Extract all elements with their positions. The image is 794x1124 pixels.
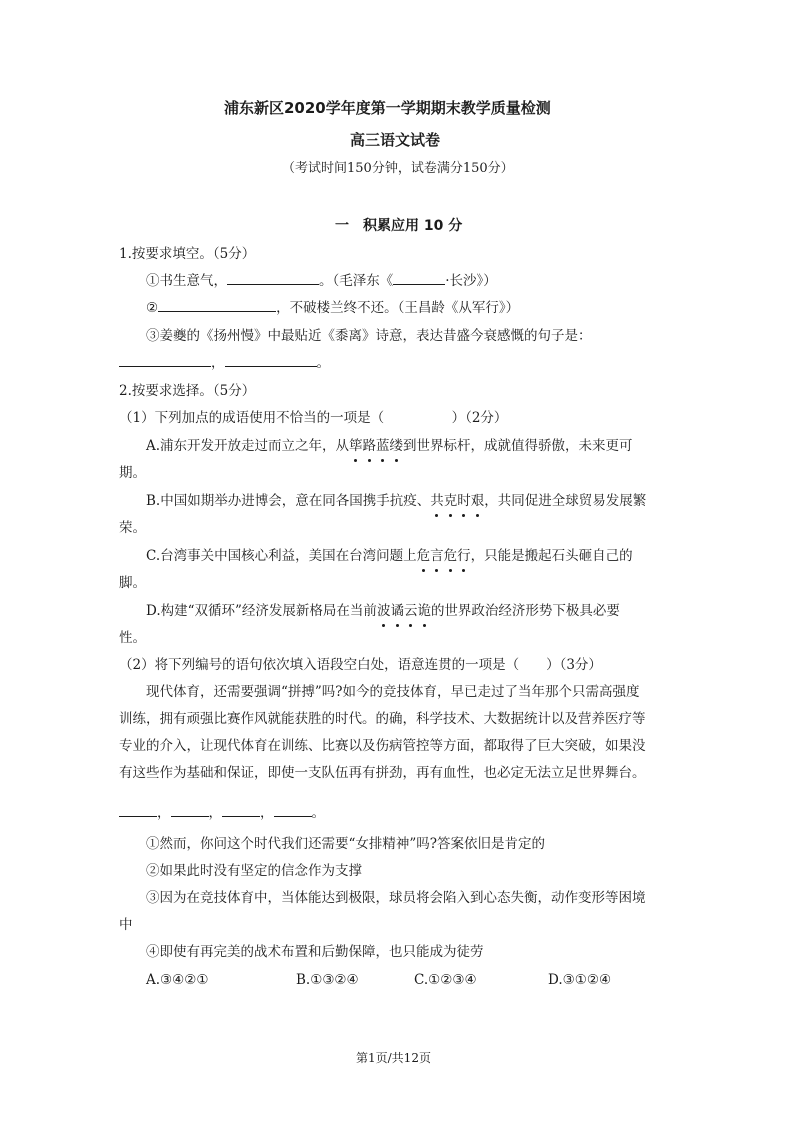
option-c (146, 545, 633, 567)
passage-line: 训练，拥有顽强比赛作风就能获胜的时代。的确，科学技术、大数据统计以及营养医疗等 (119, 711, 646, 727)
dotted-char: 云 (404, 600, 418, 622)
option-b-cont: 荣。 (119, 520, 146, 536)
answer-blank (119, 803, 157, 817)
option-b (146, 490, 646, 512)
exam-title: 浦东新区2020学年度第一学期期末教学质量检测 (224, 99, 551, 117)
dotted-char: 危 (444, 545, 458, 567)
option-b-post: ，共同促进全球贸易发展繁 (484, 493, 647, 509)
passage-line: 专业的介入，让现代体育在训练、比赛以及伤病管控等方面，都取得了巨大突破，如果没 (119, 738, 646, 754)
q2-sub1: （1）下列加点的成语使用不恰当的一项是（ ）（2分） (119, 410, 508, 426)
q2-sub2: （2）将下列编号的语句依次填入语段空白处，语意连贯的一项是（ ）（3分） (119, 657, 602, 673)
dotted-char: 共 (430, 490, 444, 512)
choice-b: B.①③②④ (296, 972, 359, 988)
dotted-char: 谲 (390, 600, 404, 622)
blank-sep: ， (208, 805, 222, 821)
dotted-char: 路 (363, 435, 377, 457)
blank-sep: ， (260, 805, 274, 821)
option-b-pre: B.中国如期举办进博会，意在同各国携手抗疫、 (146, 493, 431, 509)
answer-blank (171, 803, 209, 817)
option-c-cont: 脚。 (119, 575, 146, 591)
q1-item1-post: ·长沙》） (445, 273, 497, 289)
answer-blank (227, 271, 319, 285)
option-a-pre: A.浦东开发开放走过而立之年，从 (146, 438, 350, 454)
q1-item2-post: ，不破楼兰终不还。（王昌龄《从军行》） (276, 300, 520, 316)
q1-item2 (146, 297, 519, 319)
q1-item3: ③姜夔的《扬州慢》中最贴近《黍离》诗意，表达昔盛今衰感慨的句子是： (146, 328, 592, 344)
q1-item1-pre: ①书生意气， (146, 273, 227, 289)
dotted-char: 诡 (417, 600, 431, 622)
option-d-cont: 性。 (119, 630, 146, 646)
option-c-pre: C.台湾事关中国核心利益，美国在台湾问题上 (146, 548, 417, 564)
section-heading: 一 积累应用 10 分 (335, 218, 463, 234)
choice-d: D.③①②④ (548, 972, 612, 988)
sentence-3: ③因为在竞技体育中，当体能达到极限，球员将会陷入到心态失衡，动作变形等困境 (146, 890, 646, 906)
q1-item1-mid: 。（毛泽东《 (319, 273, 394, 289)
dotted-char: 言 (430, 545, 444, 567)
blank-end: 。 (316, 355, 330, 371)
blank-sep: ， (157, 805, 171, 821)
option-a-post: 到世界标杆，成就值得骄傲，未来更可 (403, 438, 633, 454)
option-c-post: ，只能是搬起石头砸自己的 (470, 548, 633, 564)
exam-note: （考试时间150分钟，试卷满分150分） (282, 161, 514, 176)
exam-subtitle: 高三语文试卷 (350, 131, 441, 149)
dotted-char: 蓝 (376, 435, 390, 457)
dotted-char: 波 (377, 600, 391, 622)
option-a (146, 435, 633, 457)
answer-blank (393, 271, 445, 285)
sentence-4: ④即使有再完美的战术布置和后勤保障，也只能成为徒劳 (146, 944, 484, 960)
answer-blank (119, 353, 211, 367)
passage-line: 有这些作为基础和保证，即使一支队伍再有拼劲，再有血性，也必定无法立足世界舞台。 (119, 765, 646, 781)
dotted-char: 艰 (471, 490, 485, 512)
q2-stem: 2.按要求选择。（5分） (119, 383, 256, 399)
answer-blank (222, 803, 260, 817)
answer-blank (274, 803, 312, 817)
option-a-cont: 期。 (119, 465, 146, 481)
option-d-pre: D.构建“双循环”经济发展新格局在当前 (146, 603, 377, 619)
q1-item1 (146, 270, 497, 292)
q1-stem: 1.按要求填空。（5分） (119, 246, 256, 262)
dotted-char: 筚 (349, 435, 363, 457)
passage-blanks (119, 802, 325, 824)
dotted-char: 危 (417, 545, 431, 567)
answer-blank (225, 353, 317, 367)
passage-line: 现代体育，还需要强调“拼搏”吗?如今的竞技体育，早已走过了当年那个只需高强度 (146, 684, 640, 700)
dotted-char: 缕 (390, 435, 404, 457)
choice-c: C.①②③④ (414, 972, 477, 988)
blank-end: 。 (311, 805, 325, 821)
q1-item2-pre: ② (146, 300, 159, 316)
dotted-char: 克 (444, 490, 458, 512)
sentence-3-cont: 中 (119, 917, 133, 933)
dotted-char: 行 (457, 545, 471, 567)
blank-sep: ， (211, 355, 225, 371)
option-d (146, 600, 620, 622)
page-number: 第1页/共12页 (356, 1051, 431, 1065)
q1-item3-blanks (119, 352, 330, 374)
choice-a: A.③④②① (146, 972, 209, 988)
option-d-post: 的世界政治经济形势下极具必要 (430, 603, 620, 619)
sentence-1: ①然而，你问这个时代我们还需要“女排精神”吗?答案依旧是肯定的 (146, 836, 546, 852)
answer-blank (158, 298, 276, 312)
dotted-char: 时 (457, 490, 471, 512)
sentence-2: ②如果此时没有坚定的信念作为支撑 (146, 863, 362, 879)
